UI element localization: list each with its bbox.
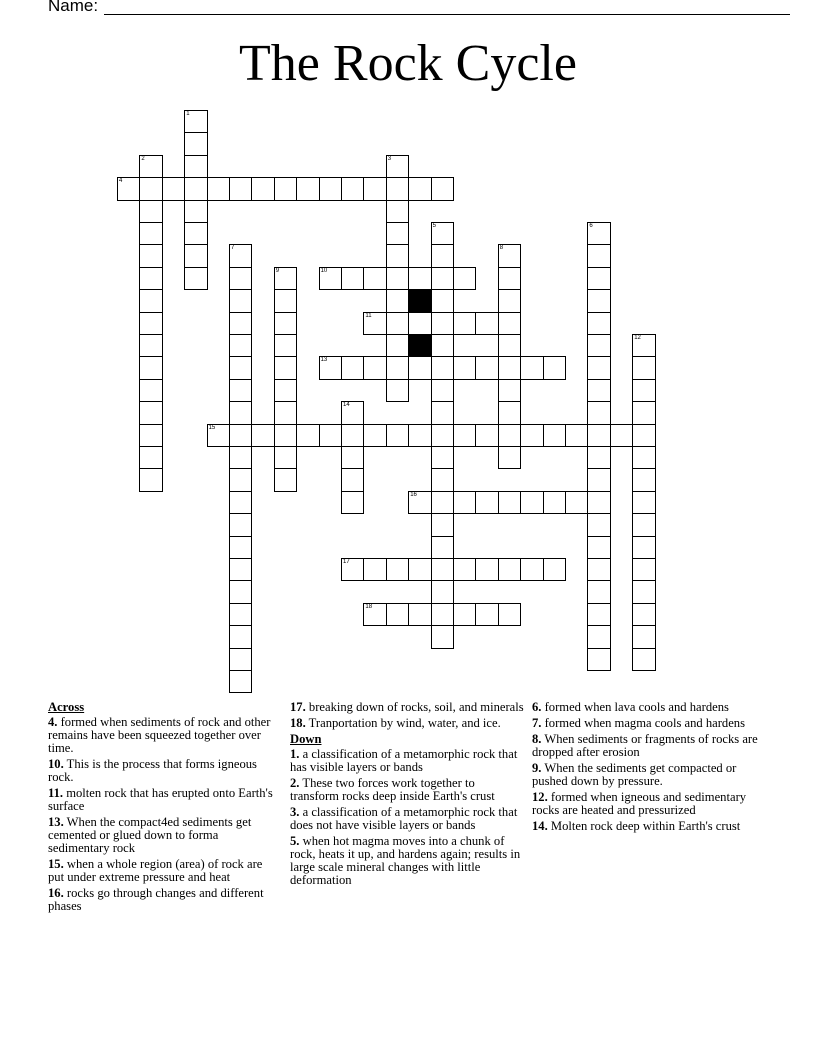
grid-cell[interactable] xyxy=(229,468,252,491)
grid-cell[interactable] xyxy=(386,379,409,402)
grid-cell[interactable] xyxy=(139,356,162,379)
grid-cell[interactable] xyxy=(274,177,297,200)
grid-cell[interactable] xyxy=(296,177,319,200)
grid-cell[interactable] xyxy=(498,356,521,379)
grid-cell[interactable] xyxy=(229,648,252,671)
grid-cell[interactable] xyxy=(408,424,431,447)
grid-cell[interactable] xyxy=(431,513,454,536)
grid-cell[interactable] xyxy=(207,177,230,200)
grid-cell[interactable] xyxy=(184,177,207,200)
grid-cell[interactable] xyxy=(139,446,162,469)
grid-cell[interactable] xyxy=(139,379,162,402)
grid-cell[interactable] xyxy=(632,491,655,514)
grid-cell[interactable] xyxy=(520,356,543,379)
grid-cell[interactable] xyxy=(184,222,207,245)
clues-column-2 xyxy=(290,701,526,890)
grid-cell[interactable] xyxy=(207,424,230,447)
grid-cell[interactable] xyxy=(431,334,454,357)
across-clue-18: 18. Tranportation by wind, water, and ice. xyxy=(290,716,501,730)
grid-cell[interactable] xyxy=(296,424,319,447)
down-clue-5: 5. when hot magma moves into a chunk of rock, heats it up, and hardens again; results in large scale mineral changes with little deformation xyxy=(290,834,521,887)
name-label: Name: xyxy=(48,0,99,15)
grid-cell[interactable] xyxy=(274,468,297,491)
grid-cell[interactable] xyxy=(229,558,252,581)
grid-cell[interactable] xyxy=(408,267,431,290)
grid-cell[interactable] xyxy=(139,155,162,178)
grid-cell[interactable] xyxy=(229,580,252,603)
grid-cell[interactable] xyxy=(386,312,409,335)
clue-number: 6 xyxy=(589,223,593,229)
grid-cell[interactable] xyxy=(319,424,342,447)
grid-cell[interactable] xyxy=(431,491,454,514)
grid-cell[interactable] xyxy=(274,312,297,335)
clue-number: 18 xyxy=(365,603,373,610)
clue-number: 3 xyxy=(387,155,392,162)
grid-cell[interactable] xyxy=(431,603,454,626)
down-clue-6: 6. formed when lava cools and hardens xyxy=(532,700,729,714)
grid-cell[interactable] xyxy=(587,267,610,290)
grid-cell[interactable] xyxy=(498,603,521,626)
grid-cell[interactable] xyxy=(587,580,610,603)
grid-cell[interactable] xyxy=(184,267,207,290)
grid-cell[interactable] xyxy=(386,356,409,379)
grid-cell[interactable] xyxy=(632,536,655,559)
grid-cell[interactable] xyxy=(229,379,252,402)
grid-cell[interactable] xyxy=(229,424,252,447)
grid-cell[interactable] xyxy=(184,155,207,178)
grid-cell[interactable] xyxy=(587,424,610,447)
grid-cell[interactable] xyxy=(632,580,655,603)
grid-cell[interactable] xyxy=(363,312,386,335)
grid-cell[interactable] xyxy=(587,536,610,559)
grid-cell[interactable] xyxy=(363,177,386,200)
grid-cell[interactable] xyxy=(632,379,655,402)
grid-cell[interactable] xyxy=(453,603,476,626)
grid-cell[interactable] xyxy=(498,244,521,267)
grid-cell[interactable] xyxy=(632,513,655,536)
grid-cell[interactable] xyxy=(453,356,476,379)
clue-number: 11 xyxy=(365,312,372,319)
grid-cell[interactable] xyxy=(274,446,297,469)
grid-cell[interactable] xyxy=(386,200,409,223)
grid-cell[interactable] xyxy=(139,244,162,267)
grid-cell[interactable] xyxy=(274,356,297,379)
grid-cell[interactable] xyxy=(431,356,454,379)
grid-cell[interactable] xyxy=(565,491,588,514)
grid-cell[interactable] xyxy=(498,424,521,447)
clue-number: 7 xyxy=(231,245,235,252)
grid-cell[interactable] xyxy=(408,491,431,514)
grid-cell[interactable] xyxy=(498,446,521,469)
page-title: The Rock Cycle xyxy=(239,35,577,92)
across-clue-17: 17. breaking down of rocks, soil, and minerals xyxy=(290,700,524,714)
grid-cell[interactable] xyxy=(431,177,454,200)
grid-cell[interactable] xyxy=(498,312,521,335)
grid-cell[interactable] xyxy=(453,491,476,514)
grid-cell[interactable] xyxy=(453,312,476,335)
grid-cell[interactable] xyxy=(632,625,655,648)
grid-cell[interactable] xyxy=(229,446,252,469)
grid-cell[interactable] xyxy=(453,424,476,447)
grid-cell[interactable] xyxy=(274,334,297,357)
clue-number: 4 xyxy=(119,178,123,185)
grid-cell[interactable] xyxy=(475,558,498,581)
grid-cell[interactable] xyxy=(587,244,610,267)
grid-cell[interactable] xyxy=(632,334,655,357)
grid-cell[interactable] xyxy=(386,244,409,267)
grid-cell[interactable] xyxy=(475,312,498,335)
clues-column-3 xyxy=(532,701,768,836)
down-clue-14: 14. Molten rock deep within Earth's crust xyxy=(532,819,741,833)
grid-cell[interactable] xyxy=(274,401,297,424)
grid-cell[interactable] xyxy=(587,558,610,581)
grid-cell[interactable] xyxy=(632,446,655,469)
clue-number: 15 xyxy=(208,424,216,431)
grid-cell[interactable] xyxy=(587,312,610,335)
grid-cell[interactable] xyxy=(632,424,655,447)
grid-cell[interactable] xyxy=(229,603,252,626)
grid-cell[interactable] xyxy=(610,424,633,447)
grid-cell[interactable] xyxy=(632,468,655,491)
grid-cell[interactable] xyxy=(543,424,566,447)
grid-cell[interactable] xyxy=(341,446,364,469)
clue-number: 17 xyxy=(343,559,350,565)
grid-cell[interactable] xyxy=(341,177,364,200)
across-clue-10: 10. This is the process that forms igneous rock. xyxy=(48,757,257,784)
grid-cell[interactable] xyxy=(139,334,162,357)
clue-number: 8 xyxy=(499,245,504,252)
grid-cell[interactable] xyxy=(408,312,431,335)
grid-cell[interactable] xyxy=(431,312,454,335)
grid-cell[interactable] xyxy=(139,468,162,491)
grid-cell[interactable] xyxy=(587,289,610,312)
grid-cell[interactable] xyxy=(319,177,342,200)
grid-cell[interactable] xyxy=(587,379,610,402)
grid-cell[interactable] xyxy=(363,603,386,626)
grid-cell[interactable] xyxy=(498,334,521,357)
grid-cell[interactable] xyxy=(139,401,162,424)
clue-number: 12 xyxy=(634,335,641,341)
grid-cell[interactable] xyxy=(632,558,655,581)
clue-number: 1 xyxy=(186,111,190,117)
grid-cell[interactable] xyxy=(363,424,386,447)
grid-cell[interactable] xyxy=(341,356,364,379)
grid-cell[interactable] xyxy=(475,491,498,514)
grid-cell[interactable] xyxy=(632,401,655,424)
grid-cell[interactable] xyxy=(229,267,252,290)
grid-cell[interactable] xyxy=(498,558,521,581)
grid-cell-black xyxy=(408,334,431,357)
clues-column-1 xyxy=(48,701,280,916)
grid-cell[interactable] xyxy=(543,491,566,514)
grid-cell[interactable] xyxy=(431,558,454,581)
grid-cell[interactable] xyxy=(341,558,364,581)
grid-cell[interactable] xyxy=(587,648,610,671)
grid-cell[interactable] xyxy=(498,491,521,514)
grid-cell[interactable] xyxy=(386,155,409,178)
grid-cell[interactable] xyxy=(162,177,185,200)
grid-cell[interactable] xyxy=(386,558,409,581)
grid-cell[interactable] xyxy=(386,222,409,245)
grid-cell[interactable] xyxy=(587,603,610,626)
across-clue-13: 13. When the compact4ed sediments get cemented or glued down to forma sedimentary rock xyxy=(48,815,252,855)
grid-cell[interactable] xyxy=(431,446,454,469)
grid-cell[interactable] xyxy=(632,356,655,379)
grid-cell[interactable] xyxy=(184,110,207,133)
grid-cell[interactable] xyxy=(363,356,386,379)
grid-cell[interactable] xyxy=(453,267,476,290)
grid-cell[interactable] xyxy=(386,177,409,200)
grid-cell[interactable] xyxy=(587,401,610,424)
grid-cell[interactable] xyxy=(498,289,521,312)
grid-cell[interactable] xyxy=(520,424,543,447)
grid-cell[interactable] xyxy=(341,491,364,514)
grid-cell[interactable] xyxy=(408,603,431,626)
grid-cell[interactable] xyxy=(498,379,521,402)
grid-cell[interactable] xyxy=(341,267,364,290)
down-clue-3: 3. a classification of a metamorphic rock that does not have visible layers or bands xyxy=(290,805,518,832)
grid-cell[interactable] xyxy=(229,312,252,335)
grid-cell[interactable] xyxy=(475,356,498,379)
grid-cell[interactable] xyxy=(520,491,543,514)
grid-cell[interactable] xyxy=(229,356,252,379)
grid-cell[interactable] xyxy=(274,379,297,402)
grid-cell[interactable] xyxy=(498,267,521,290)
grid-cell[interactable] xyxy=(587,446,610,469)
grid-cell[interactable] xyxy=(632,603,655,626)
clue-number: 2 xyxy=(141,155,145,162)
down-clue-9: 9. When the sediments get compacted or pushed down by pressure. xyxy=(532,761,737,788)
grid-cell[interactable] xyxy=(363,267,386,290)
grid-cell[interactable] xyxy=(229,244,252,267)
across-heading: Across xyxy=(48,700,85,714)
grid-cell[interactable] xyxy=(587,625,610,648)
grid-cell[interactable] xyxy=(229,625,252,648)
grid-cell[interactable] xyxy=(341,468,364,491)
grid-cell[interactable] xyxy=(632,648,655,671)
grid-cell[interactable] xyxy=(408,558,431,581)
clue-number: 13 xyxy=(320,357,328,364)
grid-cell[interactable] xyxy=(408,356,431,379)
grid-cell[interactable] xyxy=(139,312,162,335)
down-heading: Down xyxy=(290,732,322,746)
grid-cell[interactable] xyxy=(139,177,162,200)
grid-cell[interactable] xyxy=(341,424,364,447)
grid-cell[interactable] xyxy=(431,536,454,559)
clue-number: 14 xyxy=(343,402,350,409)
grid-cell[interactable] xyxy=(184,132,207,155)
grid-cell[interactable] xyxy=(139,289,162,312)
grid-cell[interactable] xyxy=(431,424,454,447)
grid-cell[interactable] xyxy=(475,603,498,626)
grid-cell[interactable] xyxy=(319,267,342,290)
grid-cell[interactable] xyxy=(251,424,274,447)
grid-cell[interactable] xyxy=(587,491,610,514)
clue-number: 10 xyxy=(320,267,328,274)
grid-cell[interactable] xyxy=(431,222,454,245)
grid-cell[interactable] xyxy=(274,267,297,290)
grid-cell[interactable] xyxy=(274,424,297,447)
clue-number: 16 xyxy=(410,491,417,498)
grid-cell[interactable] xyxy=(475,424,498,447)
grid-cell[interactable] xyxy=(498,401,521,424)
grid-cell[interactable] xyxy=(431,401,454,424)
grid-cell[interactable] xyxy=(587,356,610,379)
grid-cell[interactable] xyxy=(229,334,252,357)
grid-cell[interactable] xyxy=(520,558,543,581)
down-clue-7: 7. formed when magma cools and hardens xyxy=(532,716,745,730)
grid-cell[interactable] xyxy=(139,267,162,290)
across-clue-11: 11. molten rock that has erupted onto Earth's surface xyxy=(48,786,273,813)
grid-cell[interactable] xyxy=(431,580,454,603)
grid-cell[interactable] xyxy=(543,558,566,581)
across-clue-16: 16. rocks go through changes and different phases xyxy=(48,886,264,913)
grid-cell[interactable] xyxy=(184,200,207,223)
grid-cell[interactable] xyxy=(587,468,610,491)
grid-cell[interactable] xyxy=(184,244,207,267)
grid-cell[interactable] xyxy=(431,267,454,290)
grid-cell[interactable] xyxy=(386,289,409,312)
grid-cell[interactable] xyxy=(431,289,454,312)
grid-cell[interactable] xyxy=(363,558,386,581)
clue-number: 9 xyxy=(275,267,280,274)
grid-cell[interactable] xyxy=(117,177,140,200)
grid-cell[interactable] xyxy=(251,177,274,200)
grid-cell[interactable] xyxy=(431,379,454,402)
down-clue-8: 8. When sediments or fragments of rocks are dropped after erosion xyxy=(532,732,758,759)
grid-cell[interactable] xyxy=(431,468,454,491)
grid-cell[interactable] xyxy=(139,222,162,245)
grid-cell[interactable] xyxy=(543,356,566,379)
grid-cell[interactable] xyxy=(139,200,162,223)
grid-cell[interactable] xyxy=(229,491,252,514)
grid-cell[interactable] xyxy=(229,536,252,559)
grid-cell[interactable] xyxy=(229,513,252,536)
grid-cell-black xyxy=(408,289,431,312)
grid-cell[interactable] xyxy=(453,558,476,581)
grid-cell[interactable] xyxy=(587,513,610,536)
grid-cell[interactable] xyxy=(229,289,252,312)
grid-cell[interactable] xyxy=(565,424,588,447)
clue-number: 5 xyxy=(432,223,436,229)
grid-cell[interactable] xyxy=(386,424,409,447)
grid-cell[interactable] xyxy=(229,670,252,693)
grid-cell[interactable] xyxy=(386,334,409,357)
grid-cell[interactable] xyxy=(341,401,364,424)
grid-cell[interactable] xyxy=(386,603,409,626)
grid-cell[interactable] xyxy=(229,177,252,200)
across-clue-4: 4. formed when sediments of rock and other remains have been squeezed together over time. xyxy=(48,715,271,755)
down-clue-12: 12. formed when igneous and sedimentary rocks are heated and pressurized xyxy=(532,790,747,817)
grid-cell[interactable] xyxy=(408,177,431,200)
across-clue-15: 15. when a whole region (area) of rock are put under extreme pressure and heat xyxy=(48,857,263,884)
grid-cell[interactable] xyxy=(587,334,610,357)
down-clue-1: 1. a classification of a metamorphic rock that has visible layers or bands xyxy=(290,747,518,774)
grid-cell[interactable] xyxy=(386,267,409,290)
grid-cell[interactable] xyxy=(229,401,252,424)
grid-cell[interactable] xyxy=(431,244,454,267)
grid-cell[interactable] xyxy=(431,625,454,648)
grid-cell[interactable] xyxy=(319,356,342,379)
grid-cell[interactable] xyxy=(587,222,610,245)
grid-cell[interactable] xyxy=(274,289,297,312)
down-clue-2: 2. These two forces work together to transform rocks deep inside Earth's crust xyxy=(290,776,495,803)
grid-cell[interactable] xyxy=(139,424,162,447)
